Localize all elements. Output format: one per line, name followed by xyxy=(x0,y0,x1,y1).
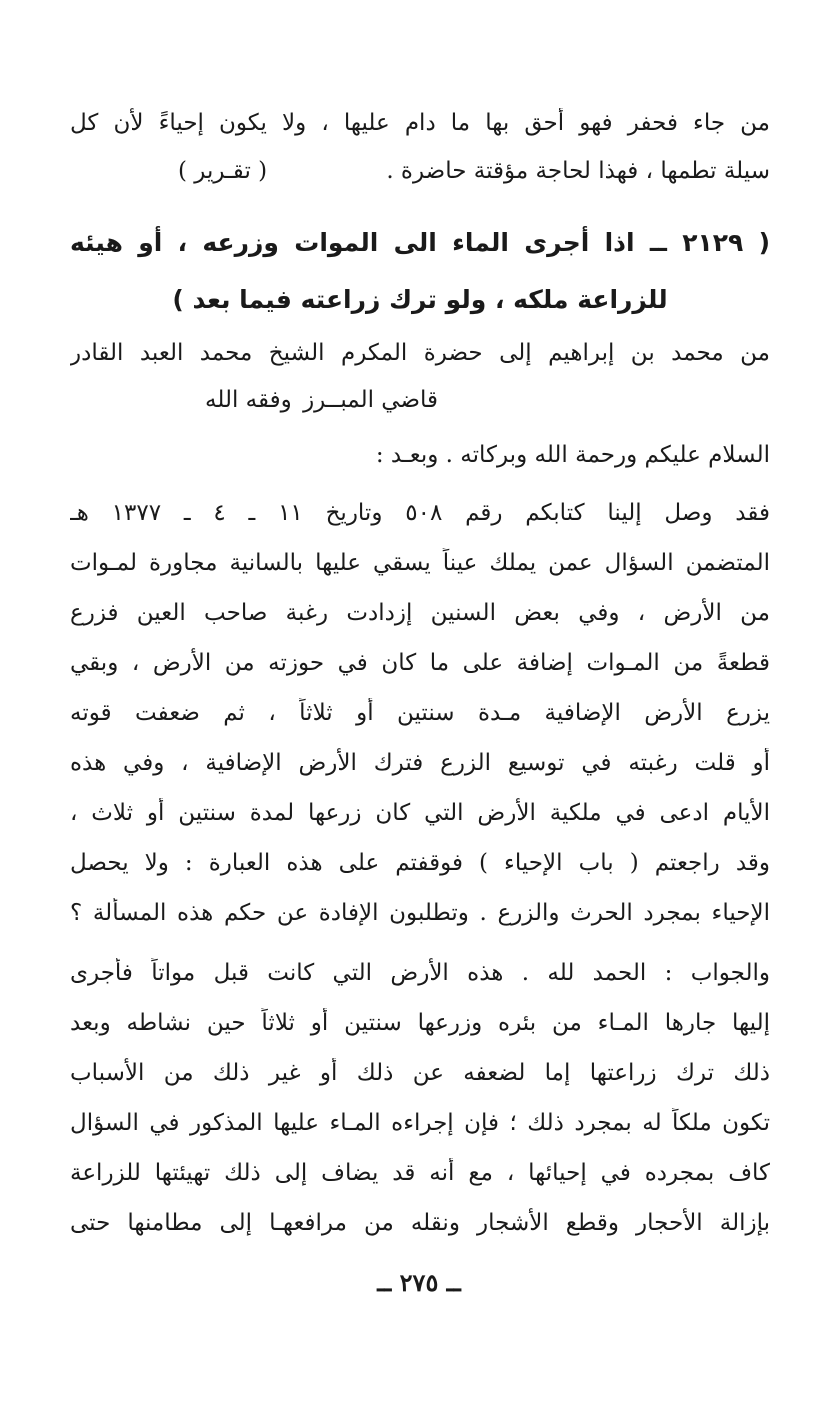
section-heading-line-2: للزراعة ملكه ، ولو ترك زراعته فيما بعد ) xyxy=(172,285,668,314)
section-heading-line-1: ( ٢١٢٩ ــ اذا أجرى الماء الى الموات وزرعه ، أو هيئه xyxy=(70,228,770,257)
answer-line-5: كاف بمجرده في إحيائها ، مع أنه قد يضاف إلى ذلك تهيئتها للزراعة xyxy=(70,1160,770,1186)
question-line-1: فقد وصل إلينا كتابكم رقم ٥٠٨ وتاريخ ١١ ـ ٤ ـ ١٣٧٧ هـ xyxy=(70,500,770,526)
question-line-4: قطعةً من المـوات إضافة على ما كان في حوزته من الأرض ، وبقي xyxy=(70,650,770,676)
question-line-6: أو قلت رغبته في توسيع الزرع فترك الأرض الإضافية ، وفي هذه xyxy=(70,750,770,776)
recipient-blessing: وفقه الله xyxy=(205,387,292,413)
page-number: ــ ٢٧٥ ــ xyxy=(377,1268,461,1297)
taqrir-label: ( تقـرير ) xyxy=(178,158,268,184)
letter-from-line: من محمد بن إبراهيم إلى حضرة المكرم الشيخ محمد العبد القادر xyxy=(70,340,770,366)
question-line-7: الأيام ادعى في ملكية الأرض التي كان زرعها لمدة سنتين أو ثلاث ، xyxy=(70,800,770,826)
question-line-5: يزرع الأرض الإضافية مـدة سنتين أو ثلاثاً ، ثم ضعفت قوته xyxy=(70,700,770,726)
recipient-title: قاضي المبــرز xyxy=(303,387,438,413)
question-line-3: من الأرض ، وفي بعض السنين إزدادت رغبة صاحب العين فزرع xyxy=(70,600,770,626)
salutation-line: السلام عليكم ورحمة الله وبركاته . وبعـد : xyxy=(375,442,770,468)
answer-line-6: بإزالة الأحجار وقطع الأشجار ونقله من مرافعهـا إلى مطامنها حتى xyxy=(70,1210,770,1236)
answer-line-4: تكون ملكاً له بمجرد ذلك ؛ فإن إجراءه المـاء عليها المذكور في السؤال xyxy=(70,1110,770,1136)
answer-line-3: ذلك ترك زراعتها إما لضعفه عن ذلك أو غير ذلك من الأسباب xyxy=(70,1060,770,1086)
question-line-8: وقد راجعتم ( باب الإحياء ) فوقفتم على هذه العبارة : ولا يحصل xyxy=(70,850,770,876)
answer-line-2: إليها جارها المـاء من بئره وزرعها سنتين أو ثلاثاً حين نشاطه وبعد xyxy=(70,1010,770,1036)
question-line-2: المتضمن السؤال عمن يملك عيناً يسقي عليها بالسانية مجاورة لمـوات xyxy=(70,550,770,576)
answer-line-1: والجواب : الحمد لله . هذه الأرض التي كانت قبل مواتاً فأجرى xyxy=(70,960,770,986)
intro-line-1: من جاء فحفر فهو أحق بها ما دام عليها ، ولا يكون إحياءً لأن كل xyxy=(70,110,770,136)
question-line-9: الإحياء بمجرد الحرث والزرع . وتطلبون الإفادة عن حكم هذه المسألة ؟ xyxy=(70,900,770,926)
intro-line-2: سيلة تطمها ، فهذا لحاجة مؤقتة حاضرة . xyxy=(386,158,770,184)
